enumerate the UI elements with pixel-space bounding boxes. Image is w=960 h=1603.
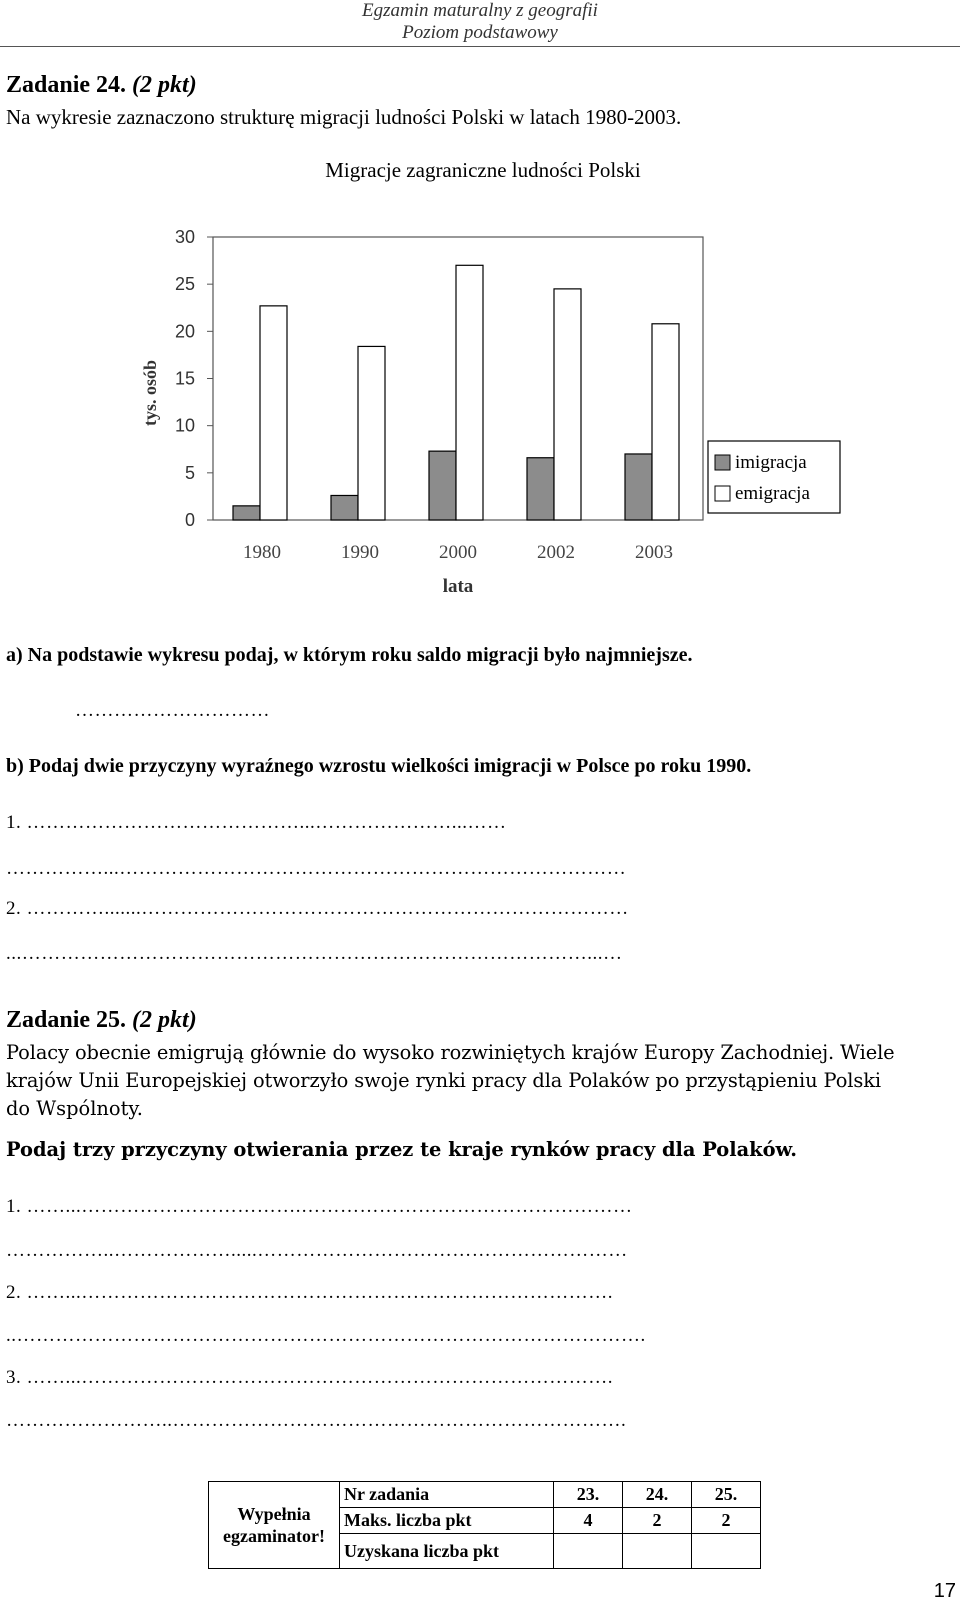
task-number-25: 25.: [692, 1482, 761, 1508]
y-axis-label: tys. osób: [140, 359, 160, 427]
answer-b1-line1[interactable]: 1. ……………………………………...…………………...……: [6, 812, 507, 833]
bar-emigracja-2000: [456, 265, 483, 520]
y-tick-label: 25: [174, 274, 195, 295]
bar-imigracja-2003: [625, 454, 652, 520]
page-number: 17: [933, 1580, 956, 1602]
answer-25-3-line1[interactable]: 3. ……...……………………………………………………………………….: [6, 1367, 613, 1388]
y-tick-label: 30: [174, 227, 195, 247]
x-axis-ticks: [243, 542, 673, 563]
score-table: [208, 1481, 761, 1569]
row-label-obtained-points: Uzyskana liczba pkt: [340, 1534, 554, 1569]
obtained-points-25[interactable]: [692, 1534, 761, 1569]
bar-emigracja-1980: [260, 306, 287, 520]
answer-25-1-line2[interactable]: ……………..……………….....…………………………………………………: [6, 1240, 628, 1261]
y-tick-label: 5: [184, 462, 195, 483]
bar-imigracja-1980: [233, 506, 260, 520]
max-points-23: 4: [554, 1508, 623, 1534]
bar-emigracja-2003: [652, 324, 679, 520]
task-25-paragraph-line3: do Wspólnoty.: [6, 1097, 143, 1120]
y-tick-label: 10: [174, 415, 195, 436]
task-24-question-b: b) Podaj dwie przyczyny wyraźnego wzrostu wielkości imigracji w Polsce po roku 1990.: [6, 755, 752, 777]
task-number-24: 24.: [623, 1482, 692, 1508]
task-24-intro: Na wykresie zaznaczono strukturę migracji ludności Polski w latach 1980-2003.: [6, 105, 682, 129]
answer-b2-line1[interactable]: 2. ………….......…………………………………………………………………: [6, 898, 629, 919]
max-points-24: 2: [623, 1508, 692, 1534]
score-row-task-numbers: [209, 1482, 761, 1508]
task-25-paragraph-line2: krajów Unii Europejskiej otworzyło swoje rynki pracy dla Polaków po przystąpieniu Polski: [6, 1069, 881, 1092]
task-25-title-text: Zadanie 25.: [6, 1007, 133, 1033]
bars-group: [233, 265, 679, 520]
answer-25-2-line1[interactable]: 2. ……...……………………………………………………………………….: [6, 1282, 613, 1303]
migration-chart: [0, 145, 960, 615]
bar-imigracja-1990: [331, 495, 358, 520]
task-number-23: 23.: [554, 1482, 623, 1508]
bar-emigracja-2002: [554, 289, 581, 520]
answer-25-3-line2[interactable]: ……………………..…………………………………………………………….: [6, 1410, 627, 1431]
examiner-label-line2: egzaminator!: [223, 1526, 325, 1546]
exam-title: Egzamin maturalny z geografii: [362, 0, 598, 21]
answer-25-1-line1[interactable]: 1. ……...…………………………….……………………………………………: [6, 1196, 633, 1217]
page-header: [0, 0, 960, 47]
task-24-points: (2 pkt): [132, 72, 197, 98]
x-tick-label: 1980: [243, 542, 281, 563]
examiner-label-line1: Wypełnia: [237, 1504, 311, 1524]
task-25-question: Podaj trzy przyczyny otwierania przez te kraje rynków pracy dla Polaków.: [6, 1138, 798, 1161]
row-label-max-points: Maks. liczba pkt: [340, 1508, 554, 1534]
examiner-label-cell: [209, 1482, 340, 1569]
legend-swatch-imigracja: [715, 455, 730, 470]
y-axis-ticks: [175, 227, 213, 530]
task-25-paragraph-line1: Polacy obecnie emigrują głównie do wysoko rozwiniętych krajów Europy Zachodniej. Wiele: [6, 1041, 895, 1064]
y-tick-label: 0: [184, 510, 195, 530]
legend-swatch-emigracja: [715, 486, 730, 501]
exam-level: Poziom podstawowy: [402, 22, 558, 43]
task-24-title-text: Zadanie 24.: [6, 72, 133, 98]
x-tick-label: 2000: [439, 542, 477, 563]
legend-label-emigracja: emigracja: [735, 483, 810, 504]
bar-emigracja-1990: [358, 346, 385, 520]
chart-title: Migracje zagraniczne ludności Polski: [325, 158, 641, 182]
task-24-title: [6, 72, 197, 99]
y-tick-label: 15: [174, 368, 195, 389]
x-tick-label: 1990: [341, 542, 379, 563]
bar-imigracja-2000: [429, 451, 456, 520]
legend-label-imigracja: imigracja: [735, 452, 807, 473]
legend: [708, 441, 840, 513]
task-25-points: (2 pkt): [132, 1007, 197, 1033]
answer-b1-line2[interactable]: ……………...……………………………………………………………………: [6, 858, 627, 879]
y-tick-label: 20: [174, 321, 195, 342]
answer-a-line[interactable]: …………………………: [75, 700, 270, 721]
x-tick-label: 2003: [635, 542, 673, 563]
answer-b2-line2[interactable]: ...……………………………………………………………………………...…: [6, 943, 623, 964]
task-24-question-a: a) Na podstawie wykresu podaj, w którym roku saldo migracji było najmniejsze.: [6, 644, 693, 666]
bar-imigracja-2002: [527, 458, 554, 520]
obtained-points-24[interactable]: [623, 1534, 692, 1569]
row-label-task-number: Nr zadania: [340, 1482, 554, 1508]
task-25-title: [6, 1007, 197, 1034]
answer-25-2-line2[interactable]: ..…………………………………………………………………………………….: [6, 1325, 646, 1346]
max-points-25: 2: [692, 1508, 761, 1534]
x-axis-label: lata: [442, 576, 474, 597]
obtained-points-23[interactable]: [554, 1534, 623, 1569]
x-tick-label: 2002: [537, 542, 575, 563]
